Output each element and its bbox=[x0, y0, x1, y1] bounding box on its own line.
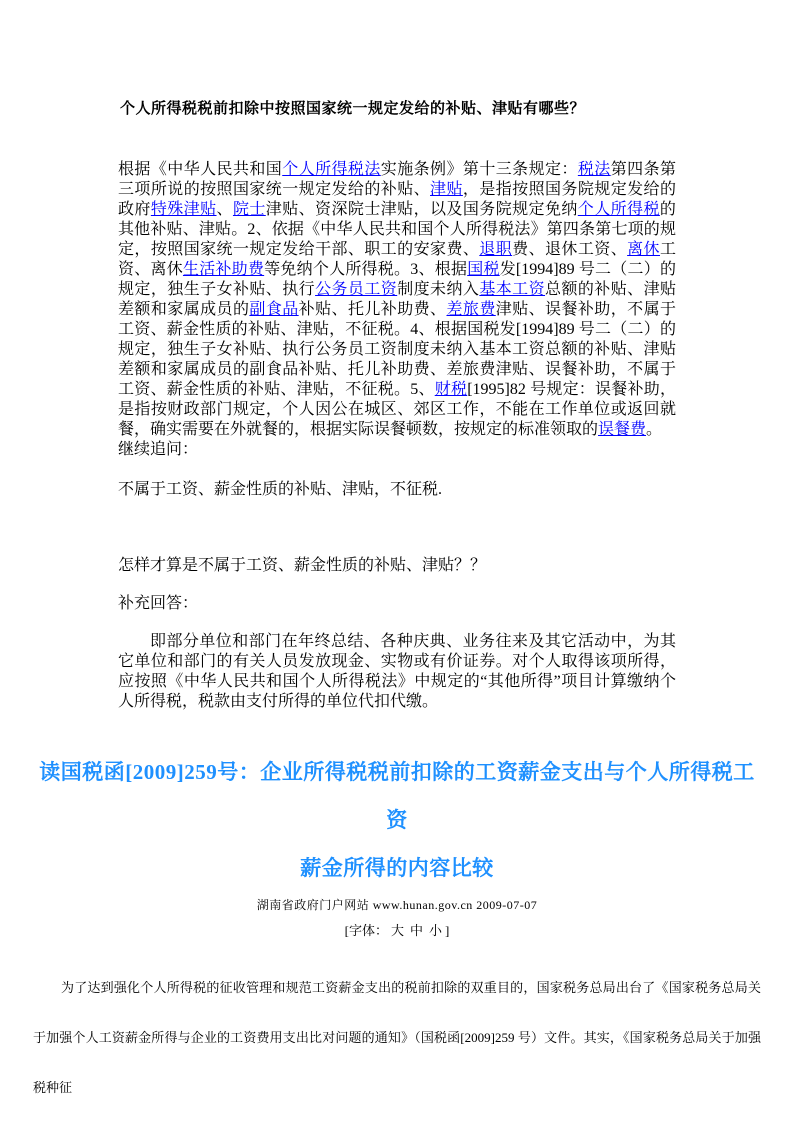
text-run: 发[1994]89 号二（二）的规定，独生子女补贴、执行 bbox=[118, 261, 676, 298]
qa-answer-paragraph bbox=[118, 160, 676, 440]
text-run: [1995]82 号规定：误餐补助，是指按财政部门规定，个人因公在城区、郊区工作，不能在工作单位或返回就餐，确实需要在外就餐的，根据实际误餐顿数，按规定的标准领取的 bbox=[118, 381, 676, 438]
qa-question-2: 怎样才算是不属于工资、薪金性质的补贴、津贴？？ bbox=[118, 557, 487, 574]
text-run: 津贴、资深院士津贴，以及国务院规定免纳 bbox=[265, 201, 578, 218]
text-run: 第四条第三项所说的按照国家统一规定发给的补贴、 bbox=[118, 161, 676, 198]
font-selector-suffix: ] bbox=[445, 923, 450, 938]
inline-link[interactable]: 特殊津贴 bbox=[150, 201, 217, 218]
followup-note: 不属于工资、薪金性质的补贴、津贴，不征税. bbox=[118, 481, 443, 498]
inline-link[interactable]: 退职 bbox=[479, 241, 513, 258]
inline-link[interactable]: 生活补助费 bbox=[182, 261, 265, 278]
text-run: ，是指按照国务院规定发给的政府 bbox=[118, 181, 676, 218]
inline-link[interactable]: 基本工资 bbox=[479, 281, 546, 298]
text-run: 费、退休工资、 bbox=[512, 241, 628, 258]
inline-link[interactable]: 税法 bbox=[577, 161, 611, 178]
text-run: 。 bbox=[646, 421, 663, 438]
font-size-medium-option[interactable]: 中 bbox=[409, 923, 423, 938]
supplement-label: 补充回答： bbox=[118, 595, 199, 612]
inline-link[interactable]: 误餐费 bbox=[598, 421, 647, 438]
text-run: 的其他补贴、津贴。2、依据《中华人民共和国个人所得税法》第四条第七项的规定，按照国家统一规定发给干部、职工的安家费、 bbox=[118, 201, 676, 258]
text-run: 工资、离休 bbox=[118, 241, 676, 278]
text-run: 等免纳个人所得税。3、根据 bbox=[264, 261, 468, 278]
article-heading-line-1: 读国税函[2009]259号：企业所得税税前扣除的工资薪金支出与个人所得税工资 bbox=[39, 760, 755, 832]
article-heading bbox=[34, 748, 760, 892]
text-run: 补贴、托儿补助费、 bbox=[298, 301, 447, 318]
qa-title: 个人所得税税前扣除中按照国家统一规定发给的补贴、津贴有哪些？ bbox=[120, 101, 586, 117]
inline-link[interactable]: 差旅费 bbox=[446, 301, 496, 318]
inline-link[interactable]: 公务员工资 bbox=[315, 281, 398, 298]
inline-link[interactable]: 个人所得税法 bbox=[282, 161, 381, 178]
inline-link[interactable]: 财税 bbox=[434, 381, 468, 398]
text-run: 津贴、误餐补助，不属于工资、薪金性质的补贴、津贴，不征税。4、根据国税发[1994]89 号二（二）的规定，独生子女补贴、执行公务员工资制度未纳入基本工资总额的补贴、津贴差额和家属成员的副食品补贴、托儿补助费、差旅费津贴、误餐补助，不属于工资、薪金性质的补贴、津贴，不征税。5、 bbox=[118, 301, 676, 398]
inline-link[interactable]: 个人所得税 bbox=[577, 201, 660, 218]
followup-label: 继续追问： bbox=[118, 441, 199, 458]
inline-link[interactable]: 副食品 bbox=[249, 301, 299, 318]
inline-link[interactable]: 津贴 bbox=[430, 181, 463, 198]
inline-link[interactable]: 院士 bbox=[232, 201, 266, 218]
text-run: 制度未纳入 bbox=[397, 281, 480, 298]
font-size-selector bbox=[0, 920, 794, 939]
inline-link[interactable]: 离休 bbox=[627, 241, 660, 258]
font-size-large-option[interactable]: 大 bbox=[390, 923, 404, 938]
article-section bbox=[0, 748, 794, 1113]
text-run: 根据《中华人民共和国 bbox=[118, 161, 283, 178]
supplement-paragraph: 即部分单位和部门在年终总结、各种庆典、业务往来及其它活动中，为其它单位和部门的有关人员发放现金、实物或有价证券。对个人取得该项所得，应按照《中华人民共和国个人所得税法》中规定的“其他所得”项目计算缴纳个人所得税，税款由支付所得的单位代扣代缴。 bbox=[118, 633, 676, 710]
qa-section bbox=[118, 97, 676, 712]
text-run: 总额的补贴、津贴差额和家属成员的 bbox=[118, 281, 676, 318]
article-paragraph: 为了达到强化个人所得税的征收管理和规范工资薪金支出的税前扣除的双重目的，国家税务总局出台了《国家税务总局关于加强个人工资薪金所得与企业的工资费用支出比对问题的通知》（国税函[2009]259 号）文件。其实，《国家税务总局关于加强税种征 bbox=[33, 980, 761, 1095]
text-run: 、 bbox=[216, 201, 233, 218]
font-size-small-option[interactable]: 小 bbox=[429, 923, 443, 938]
article-source-line: 湖南省政府门户网站 www.hunan.gov.cn 2009-07-07 bbox=[256, 898, 538, 912]
text-run: 实施条例》第十三条规定： bbox=[380, 161, 578, 178]
article-heading-line-2: 薪金所得的内容比较 bbox=[300, 856, 494, 880]
font-selector-prefix: [字体： bbox=[344, 923, 388, 938]
inline-link[interactable]: 国税 bbox=[467, 261, 500, 278]
